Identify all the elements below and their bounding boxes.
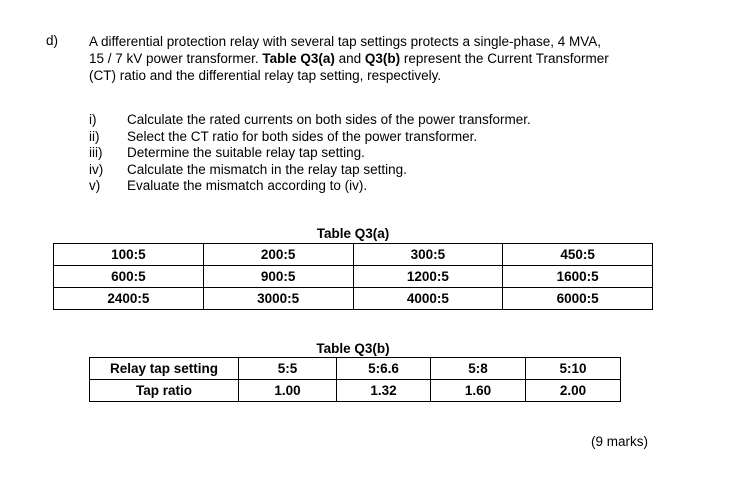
- sub-question-number: ii): [89, 128, 100, 144]
- sub-question-number: iii): [89, 145, 103, 161]
- sub-question-text: Evaluate the mismatch according to (iv).: [127, 178, 368, 194]
- sub-question-text: Determine the suitable relay tap setting.: [127, 145, 365, 161]
- question-intro: [89, 33, 689, 84]
- table-row: [54, 288, 653, 310]
- table-cell: 1.00: [239, 380, 337, 402]
- table-cell: 5:5: [239, 358, 337, 380]
- table-header-cell: Relay tap setting: [90, 358, 239, 380]
- table-cell: 5:8: [431, 358, 526, 380]
- table-cell: 600:5: [54, 266, 204, 288]
- table-cell: 4000:5: [353, 288, 503, 310]
- sub-question-text: Calculate the mismatch in the relay tap setting.: [127, 161, 407, 177]
- sub-question: [89, 112, 531, 129]
- table-cell: 900:5: [203, 266, 353, 288]
- intro-table-b-ref: Q3(b): [364, 51, 401, 66]
- table-cell: 1200:5: [353, 266, 503, 288]
- intro-line-2: [89, 50, 689, 67]
- intro-line-1: A differential protection relay with several tap settings protects a single-phase, 4 MVA,: [89, 34, 602, 49]
- marks-label: (9 marks): [591, 434, 648, 449]
- sub-question-text: Calculate the rated currents on both sides of the power transformer.: [127, 112, 531, 127]
- table-cell: 5:10: [526, 358, 621, 380]
- sub-question: [89, 162, 531, 179]
- table-cell: 1.32: [337, 380, 431, 402]
- table-cell: 5:6.6: [337, 358, 431, 380]
- ct-ratio-table: [53, 243, 653, 310]
- table-a-caption: Table Q3(a): [316, 226, 390, 241]
- sub-question-number: i): [89, 112, 97, 127]
- sub-question: [89, 178, 531, 195]
- intro-table-a-ref: Table Q3(a): [262, 51, 335, 66]
- sub-question-text: Select the CT ratio for both sides of the power transformer.: [127, 128, 478, 144]
- question-label: d): [46, 33, 59, 48]
- sub-question-number: iv): [89, 161, 104, 177]
- intro-line-3: (CT) ratio and the differential relay tap setting, respectively.: [89, 68, 442, 83]
- table-cell: 2.00: [526, 380, 621, 402]
- table-cell: 450:5: [503, 244, 653, 266]
- table-cell: 2400:5: [54, 288, 204, 310]
- sub-question-number: v): [89, 178, 101, 194]
- table-cell: 200:5: [203, 244, 353, 266]
- table-cell: 100:5: [54, 244, 204, 266]
- sub-question: [89, 129, 531, 146]
- table-row: [90, 358, 621, 380]
- table-cell: 300:5: [353, 244, 503, 266]
- table-row: [54, 266, 653, 288]
- table-row: [54, 244, 653, 266]
- table-b-caption: Table Q3(b): [316, 341, 390, 356]
- sub-questions: [89, 112, 531, 195]
- intro-text-3: and: [334, 51, 365, 66]
- intro-text-2: 15 / 7 kV power transformer.: [89, 51, 263, 66]
- sub-question: [89, 145, 531, 162]
- table-cell: 1.60: [431, 380, 526, 402]
- table-row: [90, 380, 621, 402]
- table-cell: 6000:5: [503, 288, 653, 310]
- intro-text-4: represent the Current Transformer: [400, 51, 609, 66]
- relay-tap-table: [89, 357, 621, 402]
- table-cell: 1600:5: [503, 266, 653, 288]
- table-cell: 3000:5: [203, 288, 353, 310]
- table-header-cell: Tap ratio: [90, 380, 239, 402]
